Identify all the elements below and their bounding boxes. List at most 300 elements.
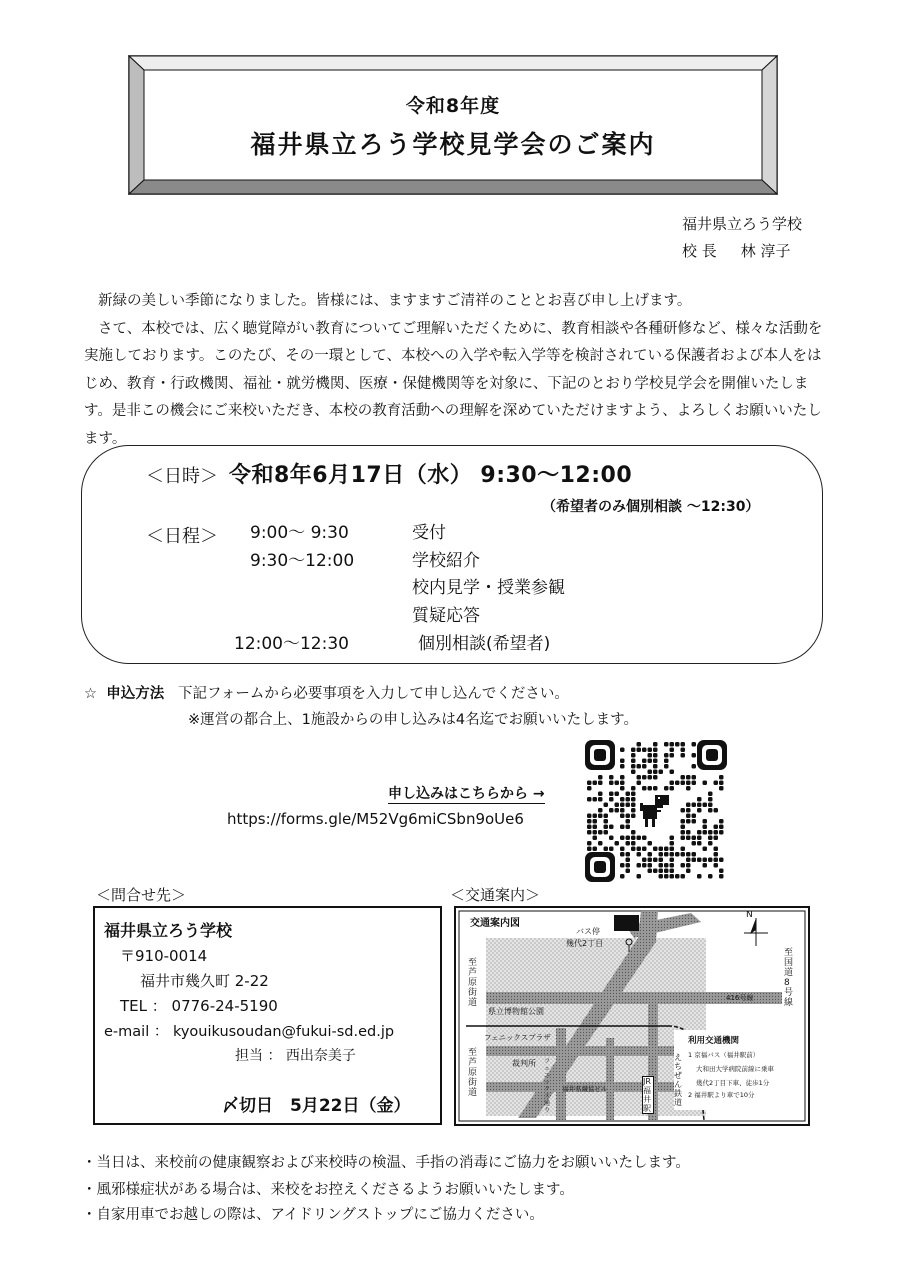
qr-module [637, 847, 642, 852]
qr-module [697, 803, 702, 808]
map-route-416: 416号線 [726, 994, 754, 1002]
qr-module [637, 874, 642, 879]
qr-module [708, 797, 713, 802]
qr-module [609, 808, 614, 813]
qr-module [719, 775, 724, 780]
qr-module [697, 836, 702, 841]
qr-module [653, 775, 658, 780]
qr-module [659, 770, 664, 775]
qr-module [604, 847, 609, 852]
qr-code[interactable] [585, 740, 727, 882]
qr-module [675, 874, 680, 879]
qr-module [708, 841, 713, 846]
qr-module [653, 858, 658, 863]
qr-module [615, 808, 620, 813]
qr-module [642, 775, 647, 780]
qr-module [631, 830, 636, 835]
qr-module [631, 836, 636, 841]
qr-module [708, 803, 713, 808]
qr-module [626, 852, 631, 857]
qr-module [670, 841, 675, 846]
qr-module [703, 819, 708, 824]
qr-module [620, 786, 625, 791]
qr-module [719, 869, 724, 874]
qr-module [659, 852, 664, 857]
qr-module [642, 759, 647, 764]
qr-module [664, 753, 669, 758]
map-north-label: N [746, 910, 753, 920]
qr-module [686, 803, 691, 808]
access-map [454, 906, 810, 1126]
qr-module [664, 852, 669, 857]
qr-module [686, 836, 691, 841]
qr-module [653, 753, 658, 758]
qr-module [692, 753, 697, 758]
qr-module [708, 808, 713, 813]
qr-module [664, 759, 669, 764]
qr-module [692, 764, 697, 769]
qr-module [642, 786, 647, 791]
qr-module [719, 874, 724, 879]
qr-module [642, 748, 647, 753]
qr-module [598, 792, 603, 797]
qr-module [626, 803, 631, 808]
qr-module [719, 781, 724, 786]
contact-box [93, 906, 442, 1125]
qr-module [587, 819, 592, 824]
qr-module [620, 748, 625, 753]
qr-module [631, 748, 636, 753]
qr-module [626, 869, 631, 874]
qr-module [593, 830, 598, 835]
qr-module [659, 869, 664, 874]
qr-module [670, 852, 675, 857]
qr-module [620, 781, 625, 786]
map-museum: 県立博物館公園 [488, 1007, 544, 1016]
qr-module [714, 830, 719, 835]
qr-module [719, 830, 724, 835]
schedule-activity: 校内見学・授業参観 [412, 578, 565, 598]
qr-module [653, 759, 658, 764]
qr-module [637, 742, 642, 747]
qr-module [604, 819, 609, 824]
qr-module [708, 836, 713, 841]
qr-module [681, 836, 686, 841]
apply-url-link[interactable]: https://forms.gle/M52Vg6miCSbn9oUe6 [227, 810, 524, 828]
qr-module [681, 781, 686, 786]
qr-module [631, 808, 636, 813]
qr-module [670, 874, 675, 879]
qr-module [637, 863, 642, 868]
qr-module [587, 825, 592, 830]
schedule-activity: 個別相談(希望者) [418, 634, 551, 654]
qr-module [626, 792, 631, 797]
qr-module [631, 814, 636, 819]
qr-module [664, 764, 669, 769]
qr-module [587, 786, 592, 791]
qr-module [692, 819, 697, 824]
qr-module [620, 863, 625, 868]
qr-module [681, 863, 686, 868]
qr-module [648, 852, 653, 857]
qr-module [659, 863, 664, 868]
qr-module [648, 775, 653, 780]
qr-module [593, 836, 598, 841]
qr-module [593, 814, 598, 819]
qr-module [681, 753, 686, 758]
apply-link-text: 申し込みはこちらから → [388, 786, 545, 802]
qr-module [692, 781, 697, 786]
qr-module [626, 814, 631, 819]
qr-module [587, 847, 592, 852]
letter-body [84, 288, 824, 453]
contact-person: 担当 ： 西出奈美子 [235, 1048, 356, 1064]
qr-module [587, 841, 592, 846]
qr-module [659, 847, 664, 852]
map-street-phoenix: フェニックス通り [544, 1058, 551, 1114]
qr-module [620, 803, 625, 808]
qr-module [664, 869, 669, 874]
qr-module [609, 792, 614, 797]
qr-module [653, 770, 658, 775]
qr-module [604, 825, 609, 830]
qr-module [642, 858, 647, 863]
qr-module [648, 759, 653, 764]
note-item: ・自家用車でお越しの際は、アイドリングストップにご協力ください。 [82, 1207, 544, 1223]
qr-module [697, 830, 702, 835]
qr-module [714, 863, 719, 868]
qr-module [631, 764, 636, 769]
qr-module [631, 792, 636, 797]
qr-module [697, 841, 702, 846]
qr-module [598, 797, 603, 802]
qr-module [697, 874, 702, 879]
qr-module [620, 836, 625, 841]
qr-module [692, 841, 697, 846]
qr-module [681, 748, 686, 753]
qr-module [615, 803, 620, 808]
qr-module [598, 775, 603, 780]
qr-module [692, 814, 697, 819]
qr-module [692, 858, 697, 863]
qr-module [587, 830, 592, 835]
qr-module [620, 847, 625, 852]
qr-module [703, 825, 708, 830]
qr-module [615, 841, 620, 846]
access-header: ＜交通案内＞ [450, 886, 541, 904]
qr-module [686, 775, 691, 780]
qr-module [604, 803, 609, 808]
qr-module [708, 830, 713, 835]
qr-module [697, 808, 702, 813]
qr-module [714, 808, 719, 813]
sender-role: 校 長 [682, 242, 717, 260]
qr-module [631, 847, 636, 852]
qr-module [648, 863, 653, 868]
qr-module [642, 847, 647, 852]
qr-module [664, 742, 669, 747]
qr-module [670, 863, 675, 868]
map-court: 裁判所 [512, 1059, 536, 1068]
qr-module [604, 814, 609, 819]
qr-module [609, 797, 614, 802]
title-frame [128, 55, 778, 195]
map-fukui-bldg: 福井県繊協ビル [562, 1085, 608, 1093]
qr-module [719, 819, 724, 824]
qr-module [637, 781, 642, 786]
qr-module [631, 786, 636, 791]
contact-tel: TEL ： 0776-24-5190 [120, 997, 278, 1015]
schedule-activity: 質疑応答 [412, 606, 480, 626]
note-item: ・当日は、来校前の健康観察および来校時の検温、手指の消毒にご協力をお願いいたします。 [82, 1155, 690, 1171]
qr-module [587, 781, 592, 786]
qr-module [637, 764, 642, 769]
qr-module [631, 797, 636, 802]
qr-module [708, 858, 713, 863]
title-year: 令和8年度 [405, 95, 501, 117]
qr-module [620, 874, 625, 879]
qr-module [609, 847, 614, 852]
qr-module [653, 786, 658, 791]
qr-module [631, 753, 636, 758]
qr-module [714, 825, 719, 830]
qr-module [620, 764, 625, 769]
qr-module [719, 858, 724, 863]
qr-module [681, 808, 686, 813]
map-road-left-bottom: 至芦原街道 [468, 1048, 478, 1098]
qr-module [681, 775, 686, 780]
page-title: 福井県立ろう学校見学会のご案内 [250, 130, 656, 159]
qr-module [686, 869, 691, 874]
qr-module [653, 742, 658, 747]
qr-module [653, 748, 658, 753]
qr-module [598, 814, 603, 819]
qr-module [681, 819, 686, 824]
schedule-time: 12:00～12:30 [234, 634, 349, 654]
school-marker [614, 915, 639, 931]
qr-module [648, 786, 653, 791]
qr-module [686, 852, 691, 857]
qr-module [675, 852, 680, 857]
schedule-box [81, 445, 823, 664]
qr-module [631, 759, 636, 764]
qr-module [626, 825, 631, 830]
contact-email[interactable]: e-mail ： kyouikusoudan@fukui-sd.ed.jp [104, 1024, 395, 1040]
letter-paragraph: 新緑の美しい季節になりました。皆様には、ますますご清祥のこととお喜び申し上げます。 [98, 293, 692, 309]
qr-module [648, 770, 653, 775]
qr-module [703, 863, 708, 868]
qr-module [681, 742, 686, 747]
qr-module [703, 803, 708, 808]
qr-module [626, 797, 631, 802]
qr-module [620, 797, 625, 802]
schedule-time: 9:00～ 9:30 [250, 523, 349, 543]
qr-module [637, 836, 642, 841]
star-icon: ☆ [84, 686, 97, 702]
schedule-activity: 学校紹介 [412, 551, 480, 571]
contact-header: ＜問合せ先＞ [96, 886, 187, 904]
qr-module [598, 841, 603, 846]
qr-module [681, 830, 686, 835]
schedule-time: 9:30～12:00 [250, 551, 355, 571]
deadline: 〆切日 5月22日（金） [222, 1096, 411, 1116]
qr-module [626, 841, 631, 846]
qr-module [686, 808, 691, 813]
qr-module [664, 863, 669, 868]
map-transport-2: 2 福井駅より車で10分 [688, 1091, 755, 1099]
qr-module [670, 770, 675, 775]
qr-module [708, 792, 713, 797]
application-text: 下記フォームから必要事項を入力して申し込んでください。 [178, 686, 569, 702]
qr-module [664, 847, 669, 852]
map-bus-stop-name: 幾代2丁目 [566, 939, 604, 948]
qr-module [648, 858, 653, 863]
schedule-activity: 受付 [412, 523, 446, 543]
qr-module [719, 825, 724, 830]
qr-module [631, 770, 636, 775]
qr-module [598, 781, 603, 786]
contact-address: 福井市幾久町 2-22 [140, 972, 269, 990]
qr-module [626, 863, 631, 868]
qr-module [587, 797, 592, 802]
apply-link-label [388, 783, 545, 803]
map-road-right: 至国道8号線 [784, 948, 794, 1008]
qr-code-image [585, 740, 727, 882]
qr-module [609, 825, 614, 830]
qr-module [620, 759, 625, 764]
qr-module [659, 874, 664, 879]
qr-module [703, 858, 708, 863]
map-transport-1b: 大和田大学病院前線に乗車 [696, 1065, 774, 1073]
map-echizen-railway: えちぜん鉄道 [674, 1053, 682, 1107]
qr-module [686, 819, 691, 824]
qr-module [653, 764, 658, 769]
qr-module [604, 830, 609, 835]
qr-module [686, 814, 691, 819]
map-jr-station: JR福井駅 [642, 1076, 654, 1114]
qr-module [703, 847, 708, 852]
qr-module [637, 852, 642, 857]
qr-module [637, 748, 642, 753]
qr-module [609, 781, 614, 786]
event-date: 令和8年6月17日（水） 9:30～12:00 [229, 463, 633, 488]
qr-module [714, 852, 719, 857]
qr-module [697, 858, 702, 863]
qr-module [670, 781, 675, 786]
qr-module [593, 825, 598, 830]
qr-module [642, 863, 647, 868]
qr-module [670, 748, 675, 753]
map-transport-1: 1 京福バス（福井駅前） [688, 1051, 760, 1059]
qr-module [648, 748, 653, 753]
qr-module [620, 852, 625, 857]
qr-module [714, 836, 719, 841]
qr-module [648, 841, 653, 846]
qr-module [598, 830, 603, 835]
map-transport-1c: 幾代2丁目下車、徒歩1分 [696, 1079, 770, 1087]
qr-module [664, 786, 669, 791]
qr-module [686, 858, 691, 863]
qr-module [648, 869, 653, 874]
qr-module [692, 775, 697, 780]
qr-module [609, 775, 614, 780]
qr-module [703, 830, 708, 835]
qr-module [692, 742, 697, 747]
qr-module [708, 874, 713, 879]
qr-module [626, 858, 631, 863]
qr-module [719, 786, 724, 791]
sender-principal [682, 240, 791, 261]
application-note: ※運営の都合上、1施設からの申し込みは4名迄でお願いいたします。 [188, 712, 638, 728]
qr-module [670, 847, 675, 852]
qr-module [642, 836, 647, 841]
qr-module [670, 836, 675, 841]
qr-module [626, 819, 631, 824]
qr-module [620, 825, 625, 830]
qr-module [615, 781, 620, 786]
date-note: （希望者のみ個別相談 ～12:30） [542, 499, 760, 515]
qr-module [615, 792, 620, 797]
qr-module [681, 825, 686, 830]
program-label: ＜日程＞ [146, 526, 218, 547]
qr-module [670, 742, 675, 747]
qr-module [692, 803, 697, 808]
qr-module [593, 847, 598, 852]
qr-module [686, 786, 691, 791]
contact-school: 福井県立ろう学校 [104, 921, 233, 940]
qr-module [714, 858, 719, 863]
qr-module [626, 836, 631, 841]
qr-module [670, 786, 675, 791]
map-road-left-top: 至芦原街道 [468, 958, 478, 1008]
qr-module [648, 753, 653, 758]
map-title: 交通案内図 [470, 918, 520, 929]
qr-module [593, 781, 598, 786]
qr-module [675, 742, 680, 747]
qr-module [675, 781, 680, 786]
qr-module [692, 852, 697, 857]
qr-module [598, 808, 603, 813]
qr-module [653, 869, 658, 874]
qr-module [587, 814, 592, 819]
qr-module [620, 814, 625, 819]
sender-name: 林 淳子 [740, 242, 791, 260]
qr-module [714, 847, 719, 852]
letter-paragraph: さて、本校では、広く聴覚障がい教育についてご理解いただくために、教育相談や各種研修など、様々な活動を実施しております。このたび、その一環として、本校への入学や転入学等を検討されている保護者および本人をはじめ、教育・行政機関、福祉・就労機関、医療・保健機関等を対象に、下記のとおり学校見学会を開催いたします。是非この機会にご来校いただき、本校の教育活動への理解を深めていただけますよう、よろしくお願いいたします。 [84, 320, 823, 447]
qr-module [681, 847, 686, 852]
qr-module [593, 819, 598, 824]
qr-module [703, 781, 708, 786]
qr-module [620, 775, 625, 780]
contact-postal: 〒910-0014 [120, 947, 208, 965]
qr-module [714, 781, 719, 786]
sender-school: 福井県立ろう学校 [682, 215, 803, 233]
note-item: ・風邪様症状がある場合は、来校をお控えくださるようお願いいたします。 [82, 1182, 574, 1198]
qr-module [609, 836, 614, 841]
date-label: ＜日時＞ [146, 466, 218, 487]
qr-module [681, 874, 686, 879]
qr-module [653, 847, 658, 852]
qr-module [670, 753, 675, 758]
map-phoenix-plaza: フェニックスプラザ [484, 1033, 551, 1042]
qr-module [620, 808, 625, 813]
qr-module [670, 869, 675, 874]
qr-module [664, 874, 669, 879]
map-bus-stop: バス停 [576, 927, 600, 936]
qr-module [670, 858, 675, 863]
qr-module [681, 852, 686, 857]
application-method [84, 682, 569, 703]
